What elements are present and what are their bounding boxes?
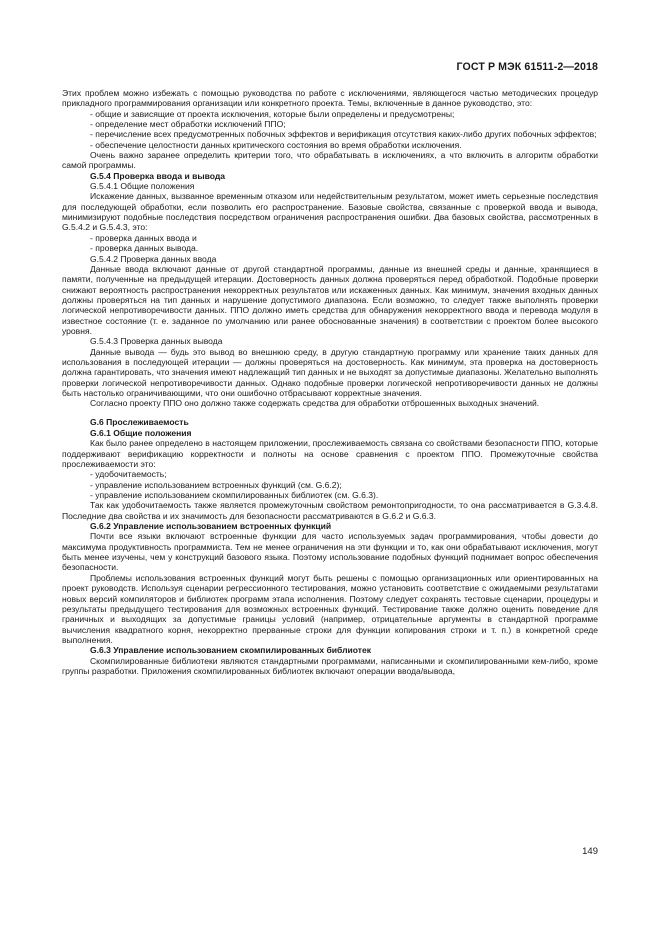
subsection-heading: G.6.2 Управление использованием встроенных функций	[90, 521, 332, 532]
paragraph: Как было ранее определено в настоящем приложении, прослеживаемость связана со свойствами безопасности ППО, которые поддерживают верификацию корректности и полноты на основе сравнения с проектом ППО. Промежуточные свойства прослеживаемости это:	[62, 438, 598, 470]
paragraph: Данные ввода включают данные от другой стандартной программы, данные из внешней среды и данные, хранящиеся в памяти, полученные на предыдущей итерации. Достоверность данных должна проверяться перед обработкой. Подобные проверки снижают вероятность распространения некорректных результатов или искаженных данных. Как минимум, значения входных данных должны проверяться на тип данных и нарушение допустимого диапазона. Если возможно, то следует также выполнять проверки логической непротиворечивости данных. ППО должно иметь средства для обнаружения некорректного ввода и перевода модуля в известное состояние (т. е. заданное по умолчанию или ранее обоснованные значения) в соответствии с проектом более высокого уровня.	[62, 263, 598, 336]
document-body	[62, 88, 598, 676]
list-item: - проверка данных ввода и	[90, 232, 197, 243]
subsection-title: G.5.4.3 Проверка данных вывода	[90, 336, 223, 347]
page-number: 149	[582, 846, 598, 857]
paragraph: Почти все языки включают встроенные функции для часто используемых задач программирования, чтобы довести до максимума продуктивность программиста. Тем не менее ограничения на эти функции и то, как они обрабатывают исключения, могут быть менее изучены, чем у конструкций базового языка. Поэтому использование подобных функций поднимает вопрос обеспечения безопасности.	[62, 531, 598, 573]
list-item: - определение мест обработки исключений ППО;	[90, 119, 286, 130]
list-item: - обеспечение целостности данных критического состояния во время обработки исключения.	[90, 139, 462, 150]
subsection-heading: G.6.1 Общие положения	[90, 428, 192, 438]
paragraph: Скомпилированные библиотеки являются стандартными программами, написанными и скомпилированными кем-либо, кроме группы разработки. Приложения скомпилированных библиотек включают операции ввода/вывода,	[62, 655, 598, 676]
list-item: - проверка данных вывода.	[90, 243, 199, 254]
list-item: - удобочитаемость;	[90, 469, 167, 480]
paragraph: Согласно проекту ППО оно должно также содержать средства для обработки отброшенных выходных значений.	[90, 398, 540, 409]
list-item: - перечисление всех предусмотренных побочных эффектов и верификация отсутствия каких-либо других побочных эффектов;	[90, 129, 597, 140]
paragraph: Искажение данных, вызванное временным отказом или недействительным результатом, может иметь серьезные последствия для последующей обработки, если позволить его распространение. Базовые свойства, связанные с проверкой ввода и вывода, минимизируют подобные последствия посредством ограничения распространения ошибки. Два базовых свойства, рассмотренных в G.5.4.2 и G.5.4.3, это:	[62, 191, 598, 233]
paragraph: Очень важно заранее определить критерии того, что обрабатывать в исключениях, а что включить в алгоритм обработки самой программы.	[62, 150, 598, 171]
paragraph: Так как удобочитаемость также является промежуточным свойством ремонтопригодности, то она рассматривается в G.3.4.8. Последние два свойства и их значимость для безопасности рассматриваются в G.6.2 и G.6.3.	[62, 500, 598, 521]
document-code: ГОСТ Р МЭК 61511-2—2018	[456, 61, 598, 73]
subsection-heading: G.6.3 Управление использованием скомпилированных библиотек	[90, 645, 371, 656]
list-item: - управление использованием встроенных функций (см. G.6.2);	[90, 479, 342, 490]
paragraph: Этих проблем можно избежать с помощью руководства по работе с исключениями, являющегося частью методических процедур прикладного программирования организации или конкретного проекта. Темы, включенные в данное руководство, это:	[62, 88, 598, 109]
list-item: - общие и зависящие от проекта исключения, которые были определены и предусмотрены;	[90, 108, 455, 119]
paragraph: Проблемы использования встроенных функций могут быть решены с помощью организационных или ориентированных на проект руководств. Используя сценарии регрессионного тестирования, можно установить соответствие с ожидаемыми результатами новых версий компиляторов и библиотек программ этапа исполнения. Поэтому следует сохранять тестовые сценарии, процедуры и результаты предыдущего тестирования для возможных встроенных функций. Тестирование также должно оценить поведение для граничных и выходящих за допустимые границы условий (например, отрицательные аргументы в стандартной программе вычисления квадратного корня, некорректно прерванные строки для функции копирования строки и т. п.) в конкретной среде выполнения.	[62, 572, 598, 645]
subsection-heading: G.5.4 Проверка ввода и вывода	[90, 170, 226, 181]
subsection-title: G.5.4.1 Общие положения	[90, 181, 195, 192]
section-heading: G.6 Прослеживаемость	[90, 416, 189, 427]
list-item: - управление использованием скомпилированных библиотек (см. G.6.3).	[90, 490, 379, 501]
subsection-title: G.5.4.2 Проверка данных ввода	[90, 253, 217, 264]
paragraph: Данные вывода — будь это вывод во внешнюю среду, в другую стандартную программу или хранение таких данных для использования в последующей итерации — должны проверяться на достоверность. Как минимум, эта проверка на достоверность должна гарантировать, что значения имеют надлежащий тип данных и не выходят за допустимые диапазоны. Желательно выполнять проверки логической непротиворечивости данных. Однако подобные проверки логической непротиворечивости данных не должны быть настолько ограничивающими, что они ошибочно отбрасывают корректные значения.	[62, 346, 598, 398]
